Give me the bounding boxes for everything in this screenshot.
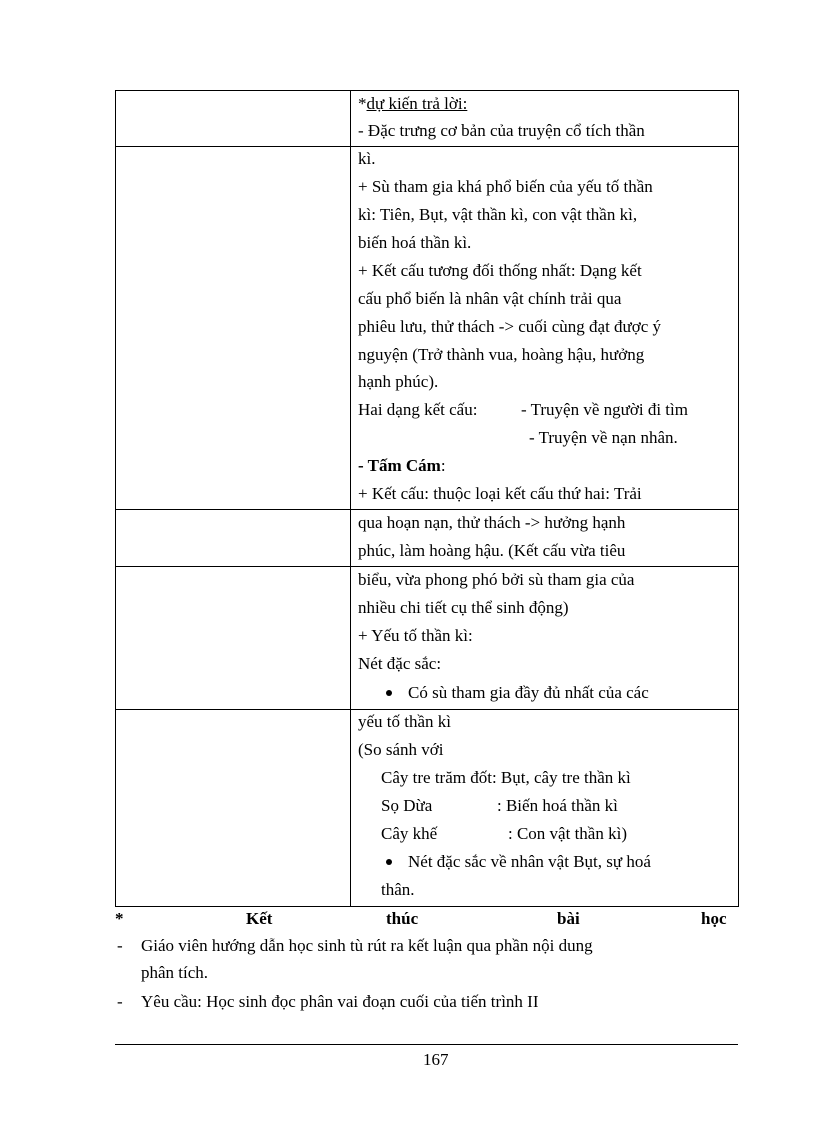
table-row-divider [115, 146, 739, 147]
table-row-divider [115, 509, 739, 510]
colon: : [440, 456, 446, 475]
bullet-text: Nét đặc sắc về nhân vật Bụt, sự hoá [408, 852, 651, 871]
text-line: kì: Tiên, Bụt, vật thần kì, con vật thần kì, [358, 205, 638, 224]
text-line: nguyện (Trở thành vua, hoàng hậu, hưởng [358, 345, 645, 364]
text-line: : Biến hoá thần kì [497, 796, 618, 815]
text-line: - Truyện về nạn nhân. [529, 428, 678, 447]
subheading-tam-cam [358, 456, 446, 476]
table-border-left [115, 90, 116, 906]
text-line: + Yếu tố thần kì: [358, 626, 473, 645]
text-line: Sọ Dừa [381, 796, 433, 815]
text-line: kì. [358, 149, 376, 168]
text-line: + Sù tham gia khá phổ biến của yếu tố thần [358, 177, 653, 196]
heading-word: bài [557, 909, 580, 928]
asterisk: * [358, 94, 367, 113]
text-line: Cây khế [381, 824, 438, 843]
text-line: Hai dạng kết cấu: [358, 400, 478, 419]
footer-rule [115, 1044, 738, 1045]
heading-word: thúc [386, 909, 419, 928]
heading-word: * [115, 909, 124, 928]
text-line: hạnh phúc). [358, 372, 439, 391]
text-line: phúc, làm hoàng hậu. (Kết cấu vừa tiêu [358, 541, 626, 560]
text-line: : Con vật thần kì) [508, 824, 627, 843]
list-item-text: Giáo viên hướng dẫn học sinh tù rút ra kết luận qua phần nội dung [141, 936, 593, 955]
text-line: - Truyện về người đi tìm [521, 400, 688, 419]
bullet-icon [386, 859, 392, 865]
bullet-icon [386, 690, 392, 696]
list-item-text: Yêu cầu: Học sinh đọc phân vai đoạn cuối của tiến trình II [141, 992, 539, 1011]
heading-word: Kết [246, 909, 273, 928]
text-line: Nét đặc sắc: [358, 654, 442, 673]
table-border-bottom [115, 906, 739, 907]
text-line: - Đặc trưng cơ bản của truyện cổ tích thần [358, 121, 645, 140]
text-line: + Kết cấu tương đối thống nhất: Dạng kết [358, 261, 642, 280]
answer-heading [358, 94, 467, 114]
text-line: + Kết cấu: thuộc loại kết cấu thứ hai: Trải [358, 484, 642, 503]
text-line: Cây tre trăm đốt: Bụt, cây tre thần kì [381, 768, 631, 787]
bullet-text: Có sù tham gia đầy đủ nhất của các [408, 683, 649, 702]
table-row-divider [115, 709, 739, 710]
text-line: thân. [381, 880, 415, 899]
table-border-middle [350, 90, 351, 906]
text-line: qua hoạn nạn, thử thách -> hưởng hạnh [358, 513, 626, 532]
story-title: Tấm Cám [367, 456, 441, 475]
text-line: yếu tố thần kì [358, 712, 452, 731]
page-number: 167 [423, 1050, 449, 1069]
list-item-text: phân tích. [141, 963, 209, 982]
list-dash: - [117, 936, 123, 955]
text-line: biểu, vừa phong phó bởi sù tham gia của [358, 570, 635, 589]
dash: - [358, 456, 368, 475]
answer-heading-text: dự kiến trả lời: [366, 94, 468, 113]
text-line: cấu phổ biến là nhân vật chính trải qua [358, 289, 622, 308]
heading-word: học [701, 909, 727, 928]
text-line: phiêu lưu, thử thách -> cuối cùng đạt được ý [358, 317, 662, 336]
list-dash: - [117, 992, 123, 1011]
table-border-right [738, 90, 739, 906]
text-line: nhiều chi tiết cụ thể sinh động) [358, 598, 569, 617]
table-border-top [115, 90, 739, 91]
table-row-divider [115, 566, 739, 567]
text-line: (So sánh với [358, 740, 444, 759]
text-line: biến hoá thần kì. [358, 233, 472, 252]
